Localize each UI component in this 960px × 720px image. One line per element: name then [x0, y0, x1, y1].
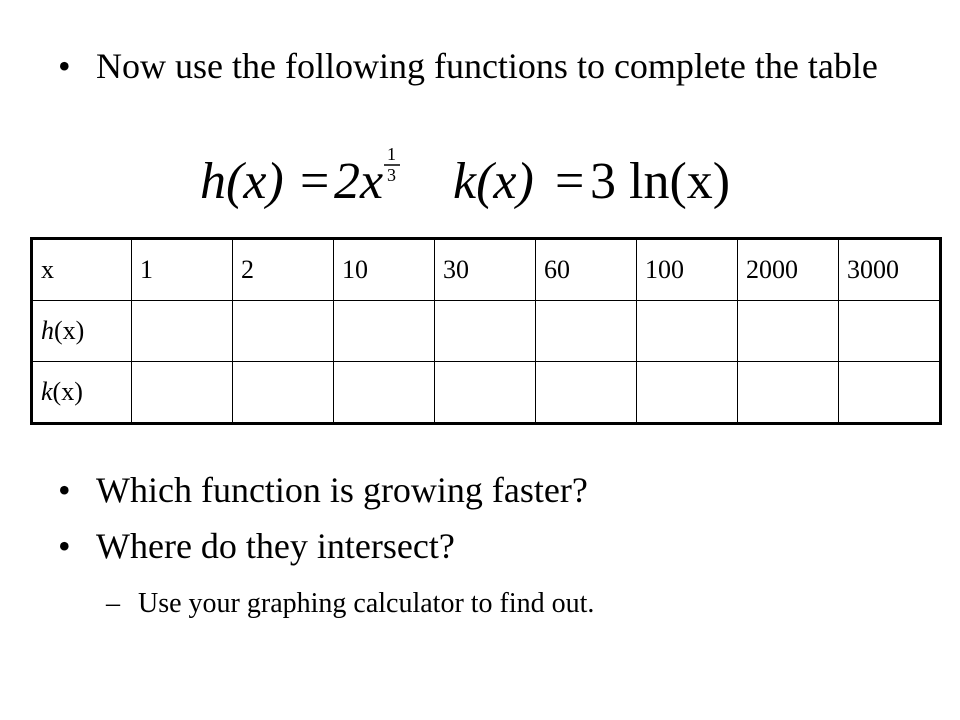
row-label-fn-h: h: [41, 316, 54, 345]
row-label-arg-h: (x): [54, 316, 85, 345]
table-header-row: [32, 239, 941, 301]
table-header-cell: 10: [334, 239, 435, 301]
bullet-symbol: •: [58, 46, 71, 86]
table-header-cell: 2000: [738, 239, 839, 301]
table-cell-empty: [233, 362, 334, 424]
k-formula-equals: =: [555, 153, 585, 210]
bullet-question-intersect: [58, 524, 455, 568]
h-formula-equals: =: [300, 153, 330, 210]
table-cell-empty: [839, 301, 941, 362]
k-formula-lhs: k(x): [453, 153, 534, 210]
table-cell-empty: [536, 362, 637, 424]
table-cell-empty: [233, 301, 334, 362]
table-cell-empty: [132, 301, 233, 362]
table-cell-empty: [334, 301, 435, 362]
h-formula-rhs: 2x: [334, 153, 384, 210]
table-header-cell: 30: [435, 239, 536, 301]
bullet-intro: [58, 44, 918, 88]
row-label-h: [32, 301, 132, 362]
table-cell-empty: [738, 301, 839, 362]
row-label-arg-k: (x): [52, 377, 83, 406]
function-formulas: [0, 140, 960, 230]
table-header-cell: 60: [536, 239, 637, 301]
table-row-h: [32, 301, 941, 362]
intro-text: Now use the following functions to complete the table: [96, 46, 878, 86]
table-header-x: x: [32, 239, 132, 301]
function-table: [30, 237, 942, 425]
table-cell-empty: [435, 301, 536, 362]
table-cell-empty: [132, 362, 233, 424]
row-label-fn-k: k: [41, 377, 53, 406]
k-formula-rhs: 3 ln(x): [590, 153, 731, 210]
bullet-symbol: •: [58, 526, 71, 566]
question-intersect-text: Where do they intersect?: [96, 526, 455, 566]
h-formula-lhs: h(x): [200, 153, 284, 210]
dash-symbol: –: [106, 588, 120, 619]
sub-bullet-calculator: [106, 586, 594, 622]
question-growth-text: Which function is growing faster?: [96, 470, 588, 510]
table-cell-empty: [637, 362, 738, 424]
table-cell-empty: [738, 362, 839, 424]
table-header-cell: 2: [233, 239, 334, 301]
table-cell-empty: [637, 301, 738, 362]
h-exponent-denominator: 3: [387, 165, 396, 185]
bullet-symbol: •: [58, 470, 71, 510]
table-cell-empty: [839, 362, 941, 424]
table-cell-empty: [435, 362, 536, 424]
row-label-k: [32, 362, 132, 424]
table-header-cell: 1: [132, 239, 233, 301]
table-cell-empty: [536, 301, 637, 362]
table-cell-empty: [334, 362, 435, 424]
table-header-cell: 3000: [839, 239, 941, 301]
bullet-question-growth: [58, 468, 588, 512]
h-exponent-numerator: 1: [387, 144, 396, 164]
table-row-k: [32, 362, 941, 424]
sub-bullet-text: Use your graphing calculator to find out.: [138, 588, 595, 619]
table-header-cell: 100: [637, 239, 738, 301]
